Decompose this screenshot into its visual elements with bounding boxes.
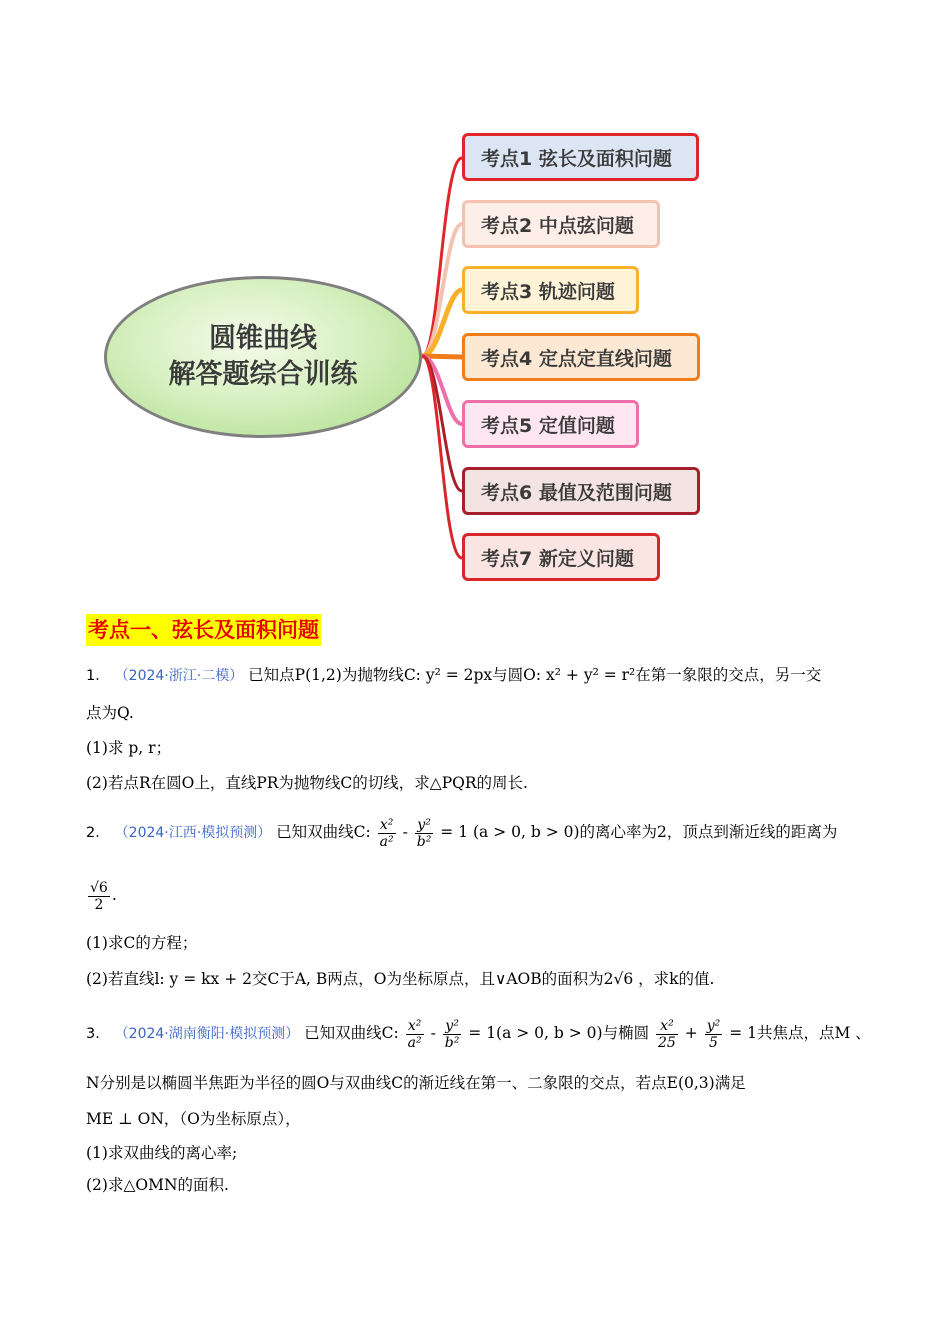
problem-3-line-2: N分别是以椭圆半焦距为半径的圆O与双曲线C的渐近线在第一、二象限的交点，若点E(0,3)满足 xyxy=(86,1074,746,1092)
problem-2-question-2: (2)若直线l: y = kx + 2交C于A, B两点，O为坐标原点，且∨AOB的面积为2√6 ，求k的值. xyxy=(86,970,715,988)
fraction-y2-b2 xyxy=(415,817,434,850)
fraction-sqrt6-over-2 xyxy=(88,880,110,913)
mind-map xyxy=(0,0,950,600)
frac-numerator: y² xyxy=(443,1018,462,1035)
period: . xyxy=(111,886,117,904)
fraction-x2-25 xyxy=(656,1018,678,1051)
equation-rhs: = 1 xyxy=(440,823,469,841)
topic-node-2: 考点2 中点弦问题 xyxy=(462,200,660,248)
topic-node-4: 考点4 定点定直线问题 xyxy=(462,333,700,381)
problem-3-source: （2024·湖南衡阳·模拟预测） xyxy=(114,1026,300,1042)
minus-sign: - xyxy=(402,823,408,841)
center-topic-line2: 解答题综合训练 xyxy=(168,359,358,390)
problem-1-line-1 xyxy=(86,664,821,687)
problem-3-number: 3． xyxy=(86,1026,110,1042)
center-topic-node xyxy=(104,276,422,438)
problem-1-text: 已知点P(1,2)为抛物线C: y² = 2px与圆O: x² + y² = r²在第一象限的交点，另一交 xyxy=(248,666,822,684)
fraction-y2-5 xyxy=(705,1018,723,1051)
fraction-x2-a2 xyxy=(378,817,396,850)
problem-2-number: 2． xyxy=(86,825,110,841)
problem-3-text-c: = 1共焦点，点M 、 xyxy=(729,1024,871,1042)
frac-denominator: 25 xyxy=(658,1034,676,1051)
frac-denominator: 2 xyxy=(94,896,104,913)
minus-sign: - xyxy=(430,1024,436,1042)
problem-2-source: （2024·江西·模拟预测） xyxy=(114,825,272,841)
frac-numerator: y² xyxy=(706,1017,721,1034)
problem-3-line-3: ME ⊥ ON，（O为坐标原点）， xyxy=(86,1110,301,1128)
topic-node-3: 考点3 轨迹问题 xyxy=(462,266,639,314)
frac-denominator: 5 xyxy=(709,1034,718,1051)
frac-denominator: a² xyxy=(407,1034,422,1051)
problem-2-question-1: (1)求C的方程； xyxy=(86,934,198,952)
problem-3-question-2: (2)求△OMN的面积. xyxy=(86,1176,229,1194)
problem-3-text-a: 已知双曲线C: xyxy=(304,1024,399,1042)
frac-numerator: √6 xyxy=(90,879,108,896)
frac-denominator: b² xyxy=(444,1034,460,1051)
frac-denominator: b² xyxy=(416,833,432,850)
problem-1-number: 1． xyxy=(86,668,110,684)
plus-sign: + xyxy=(684,1024,698,1042)
fraction-y2-b2 xyxy=(443,1018,462,1051)
frac-denominator: a² xyxy=(379,833,394,850)
problem-1-line-2: 点为Q. xyxy=(86,704,134,722)
frac-numerator: x² xyxy=(378,817,396,834)
problem-2-text-b: (a > 0, b > 0)的离心率为2，顶点到渐近线的距离为 xyxy=(473,823,838,841)
topic-node-7: 考点7 新定义问题 xyxy=(462,533,660,581)
topic-node-5: 考点5 定值问题 xyxy=(462,400,639,448)
center-topic-line1: 圆锥曲线 xyxy=(209,323,317,354)
frac-numerator: x² xyxy=(406,1018,424,1035)
frac-numerator: x² xyxy=(656,1018,678,1035)
section-heading: 考点一、弦长及面积问题 xyxy=(86,614,321,646)
problem-2-line-2 xyxy=(86,872,117,918)
problem-1-source: （2024·浙江·二模） xyxy=(114,668,244,684)
topic-node-6: 考点6 最值及范围问题 xyxy=(462,467,700,515)
problem-1-question-2: (2)若点R在圆O上，直线PR为抛物线C的切线，求△PQR的周长. xyxy=(86,774,528,792)
problem-3-text-b: = 1(a > 0, b > 0)与椭圆 xyxy=(468,1024,650,1042)
problem-2-line-1 xyxy=(86,812,837,852)
frac-numerator: y² xyxy=(415,817,434,834)
problem-3-line-1 xyxy=(86,1011,871,1055)
problem-1-question-1: (1)求 p, r； xyxy=(86,739,172,757)
problem-3-question-1: (1)求双曲线的离心率; xyxy=(86,1144,238,1162)
topic-node-1: 考点1 弦长及面积问题 xyxy=(462,133,699,181)
problem-2-text-a: 已知双曲线C: xyxy=(276,823,371,841)
fraction-x2-a2 xyxy=(406,1018,424,1051)
